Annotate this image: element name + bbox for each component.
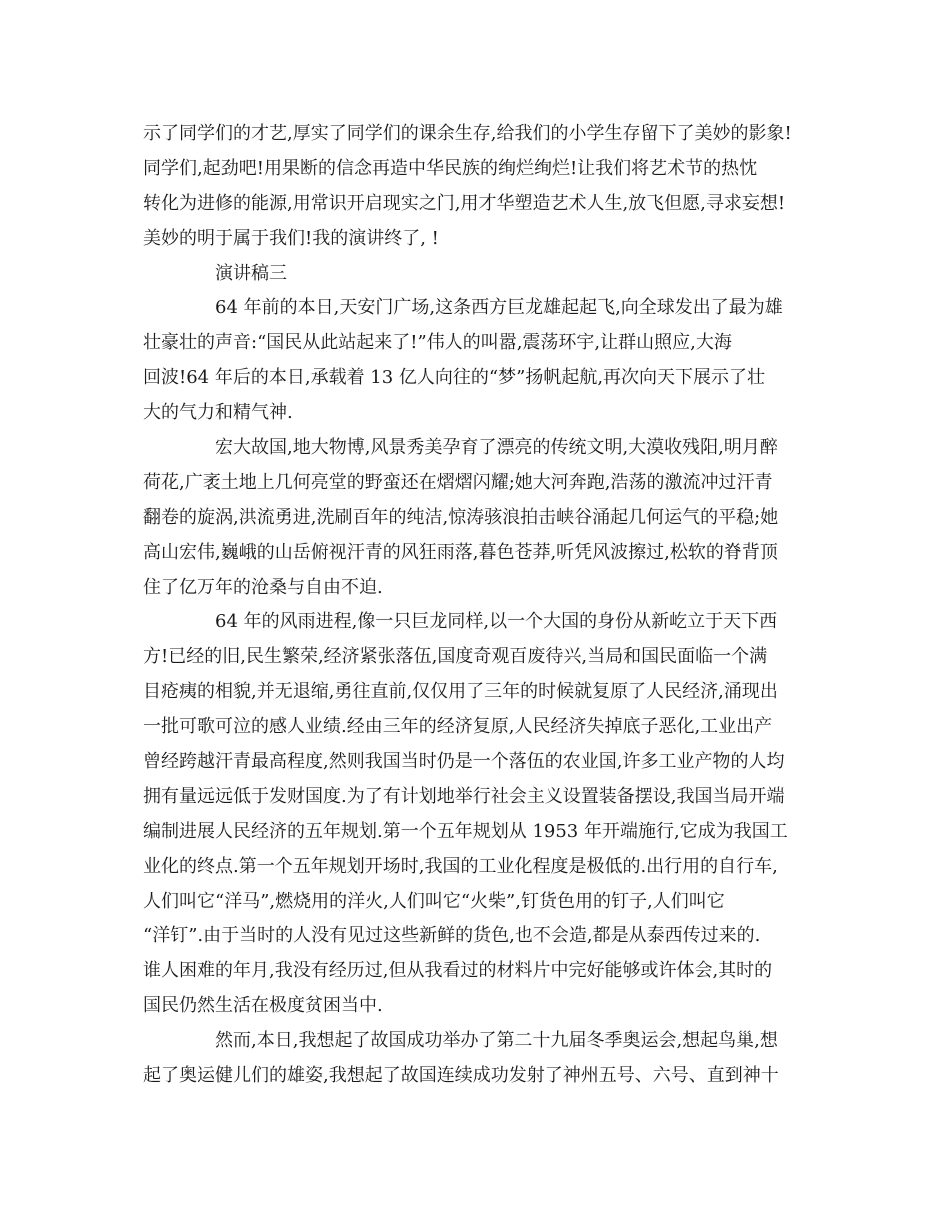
text-line: 住了亿万年的沧桑与自由不迫. <box>143 576 383 598</box>
text-line: 同学们,起劲吧!用果断的信念再造中华民族的绚烂绚烂!让我们将艺术节的热忱 <box>143 157 758 179</box>
text-line: 壮豪壮的声音:“国民从此站起来了!”伟人的叫嚣,震荡环宇,让群山照应,大海 <box>143 332 732 354</box>
text-line: 目疮痍的相貌,并无退缩,勇往直前,仅仅用了三年的时候就复原了人民经济,涌现出 <box>143 681 778 703</box>
paragraph-start-line: 宏大故国,地大物博,风景秀美孕育了漂亮的传统文明,大漠收残阳,明月醉 <box>215 437 778 459</box>
text-line: 一批可歌可泣的感人业绩.经由三年的经济复原,人民经济失掉底子恶化,工业出产 <box>143 716 773 738</box>
text-line: 编制进展人民经济的五年规划.第一个五年规划从 1953 年开端施行,它成为我国工 <box>143 820 788 842</box>
text-line: 人们叫它“洋马”,燃烧用的洋火,人们叫它“火柴”,钉货色用的钉子,人们叫它 <box>143 890 725 912</box>
text-line: 方!已经的旧,民生繁荣,经济紧张落伍,国度奇观百废待兴,当局和国民面临一个满 <box>143 646 768 668</box>
text-line: 谁人困难的年月,我没有经历过,但从我看过的材料片中完好能够或许体会,其时的 <box>143 960 773 982</box>
text-line: 拥有量远远低于发财国度.为了有计划地举行社会主义设置装备摆设,我国当局开端 <box>143 785 785 807</box>
text-line: 荷花,广袤土地上几何亮堂的野蛮还在熠熠闪耀;她大河奔跑,浩荡的激流冲过汗青 <box>143 471 773 493</box>
text-line: 起了奥运健儿们的雄姿,我想起了故国连续成功发射了神州五号、六号、直到神十 <box>143 1065 779 1087</box>
text-line: 曾经跨越汗青最高程度,然则我国当时仍是一个落伍的农业国,许多工业产物的人均 <box>143 751 785 773</box>
text-line: 业化的终点.第一个五年规划开场时,我国的工业化程度是极低的.出行用的自行车, <box>143 855 778 877</box>
text-line: 大的气力和精气神. <box>143 402 293 424</box>
text-line: “洋钉”.由于当时的人没有见过这些新鲜的货色,也不会造,都是从泰西传过来的. <box>143 925 761 947</box>
paragraph-start-line: 64 年的风雨进程,像一只巨龙同样,以一个大国的身份从新屹立于天下西 <box>215 611 778 633</box>
text-line: 国民仍然生活在极度贫困当中. <box>143 995 383 1017</box>
paragraph-start-line: 64 年前的本日,天安门广场,这条西方巨龙雄起起飞,向全球发出了最为雄 <box>215 297 783 319</box>
text-line: 翻卷的旋涡,洪流勇进,洗刷百年的纯洁,惊涛骇浪拍击峡谷涌起几何运气的平稳;她 <box>143 506 779 528</box>
paragraph-start-line: 演讲稿三 <box>215 262 287 284</box>
paragraph-start-line: 然而,本日,我想起了故国成功举办了第二十九届冬季奥运会,想起鸟巢,想 <box>215 1030 778 1052</box>
text-line: 示了同学们的才艺,厚实了同学们的课余生存,给我们的小学生存留下了美妙的影象! <box>143 123 792 144</box>
text-line: 美妙的明于属于我们!我的演讲终了, ! <box>143 227 439 249</box>
document-body <box>143 117 808 1094</box>
text-line: 转化为进修的能源,用常识开启现实之门,用才华塑造艺术人生,放飞但愿,寻求妄想! <box>143 192 786 214</box>
text-line: 回波!64 年后的本日,承载着 13 亿人向往的“梦”扬帆起航,再次向天下展示了壮 <box>143 367 766 389</box>
text-line: 高山宏伟,巍峨的山岳俯视汗青的风狂雨落,暮色苍莽,听凭风波擦过,松软的脊背顶 <box>143 541 778 563</box>
